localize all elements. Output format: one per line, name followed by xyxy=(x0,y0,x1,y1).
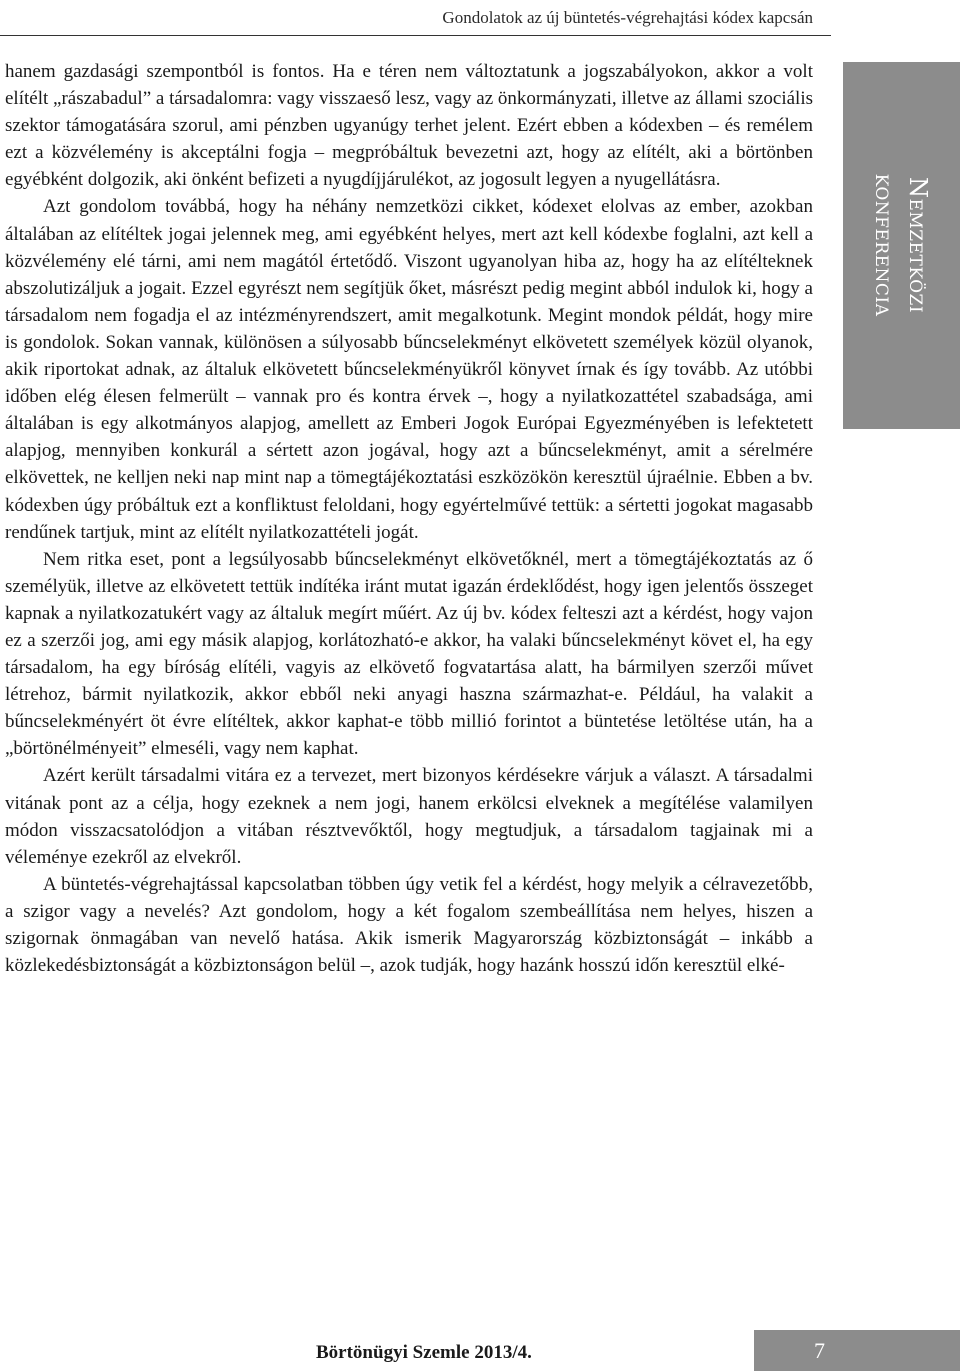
paragraph-5: A büntetés-végrehajtással kapcsolatban többen úgy vetik fel a kérdést, hogy melyik a célravezetőbb, a szigor vagy a nevelés? Azt gondolom, hogy a két fogalom szembeállítása nem helyes, hiszen a szigornak önmagában van nevelő hatása. Akik ismerik Magyarország közbiztonságát – inkább a közlekedésbiztonságát a közbiztonságon belül –, azok tudják, hogy hazánk hosszú időn keresztül elké- xyxy=(5,873,813,977)
section-side-tab-label xyxy=(867,174,935,317)
paragraph-3: Nem ritka eset, pont a legsúlyosabb bűncselekményt elkövetőknél, mert a tömegtájékoztatás az ő személyük, illetve az elkövetett tettük indítéka iránt mutat igazán érdeklődést, hogy igen jelentős összeget kapnak a nyilatkozatukért vagy az általuk megírt műért. Az új bv. kódex felteszi azt a kérdést, hogy vajon ez a szerzői jog, ami egy másik alapjog, korlátozható-e akkor, ha valaki bűncselekményt követ el, ha egy társadalom, ha egy bíróság elítéli, vagyis az elkövető fogvatartása alatt, ha bármilyen szerzői művet létrehoz, bármit nyilatkozik, akkor ebből neki anyagi haszna származhat-e. Például, ha valakit a bűncselekményért öt évre elítéltek, akkor kaphat-e több millió forintot a büntetése letöltése után, ha a „börtönélményeit” elmeséli, vagy nem kaphat. xyxy=(5,548,813,760)
journal-title: Börtönügyi Szemle 2013/4. xyxy=(316,1342,532,1363)
page-number-box xyxy=(754,1330,960,1371)
paragraph-4: Azért került társadalmi vitára ez a tervezet, mert bizonyos kérdésekre várjuk a választ. A társadalmi vitának pont az a célja, hogy ezeknek a nem jogi, hanem erkölcsi elveknek a megítélése valamilyen módon visszacsatolódjon a vitában résztvevőktől, hogy megtudjuk, a társadalom tagjainak mi a véleménye ezekről az elvekről. xyxy=(5,765,813,868)
paragraph-1: hanem gazdasági szempontból is fontos. Ha e téren nem változtatunk a jogszabályokon, akkor a volt elítélt „rászabadul” a társadalomra: vagy visszaeső lesz, vagy az önkormányzati, illetve az állami szociális szektor támogatására szorul, ami pénzben ugyanúgy terhet jelent. Ezért ebben a kódexben – és remélem ezt a közvélemény is akceptálni fogja – megpróbáltuk bevezetni azt, hogy az elítélt, aki a börtönben egyébként dolgozik, aki önként befizeti a nyugdíjjárulékot, az jogosult legyen a nyugellátásra. xyxy=(5,61,813,191)
article-body xyxy=(5,58,813,979)
header-rule xyxy=(0,35,831,36)
section-side-tab-line-1: Nemzetközi xyxy=(904,176,932,314)
running-header xyxy=(0,0,960,44)
running-header-title: Gondolatok az új büntetés-végrehajtási kódex kapcsán xyxy=(442,8,813,27)
page-number: 7 xyxy=(814,1338,825,1363)
section-side-tab-line-2: konferencia xyxy=(870,173,898,317)
section-side-tab xyxy=(843,62,960,429)
page-footer xyxy=(0,1330,960,1371)
paragraph-2: Azt gondolom továbbá, hogy ha néhány nemzetközi cikket, kódexet elolvas az ember, azokban általában az elítéltek jogai jelennek meg, ami egyébként helyes, mert azt kell kódexbe foglalni, azt kell a közvélemény elé tárni, ami nem magától értetődő. Viszont ugyanolyan hiba az, hogy ha az elítélteknek abszolutizáljuk a jogait. Ezzel egyrészt nem segítjük őket, másrészt pedig megint abból indulok ki, hogy a társadalom nem fogadja el az intézményrendszert, amit megalkotunk. Megint mondok példát, hogy mire is gondolok. Sokan vannak, különösen a súlyosabb bűncselekményt elkövetett személyek közül olyanok, akik riportokat adnak, az általuk elkövetett bűncselekményükről könyvet írnak és így tovább. Az utóbbi időben elég élesen felmerült – vannak pro és kontra érvek –, hogy a nyilatkozattétel szabadsága, ami általában is egy alkotmányos alapjog, amellett az Emberi Jogok Európai Egyezményében is lefektetett alapjog, mennyiben konkurál a sértett azon jogával, hogy azt a bűncselekményt, amit a sérelmére elkövettek, ne kelljen neki nap mint nap a tömegtájékoztatási eszközökön keresztül újraélnie. Ebben a bv. kódexben úgy próbáltuk ezt a konfliktust feloldani, hogy egyértelművé tettük: a sértetti jogokat magasabb rendűnek tartjuk, mint az elítélt nyilatkozattételi jogát. xyxy=(5,196,813,543)
